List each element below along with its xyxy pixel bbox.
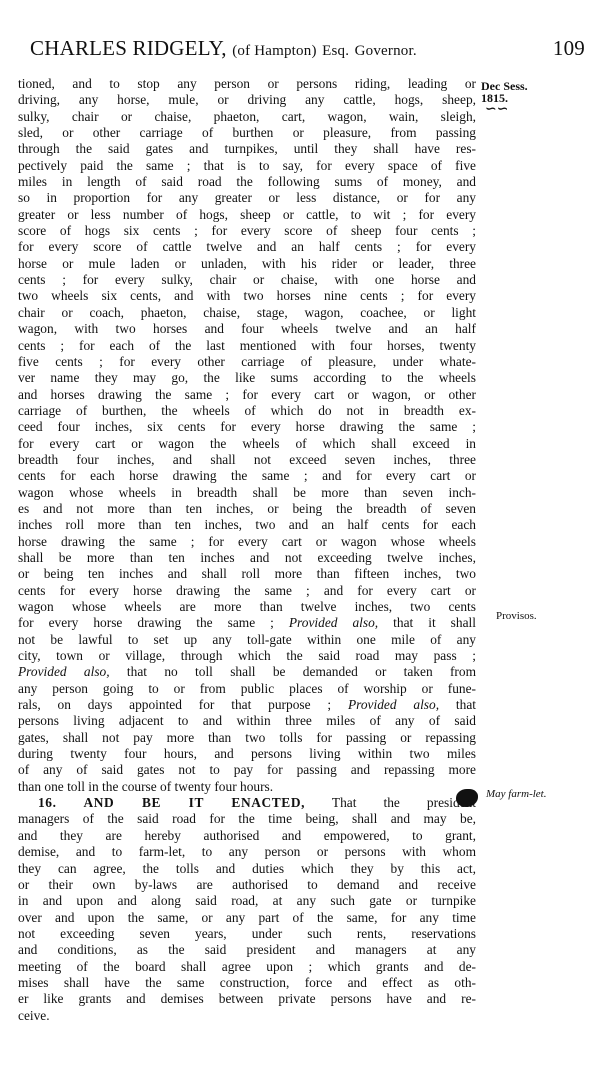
text-line: horse drawing the same ; for every cart or wagon whose wheels (18, 533, 476, 549)
text-line: score of hogs six cents ; for every score of sheep four cents ; (18, 223, 476, 239)
text-line: miles in length of said road the following sums of money, and (18, 174, 476, 190)
text-line: any person going to or from public places of worship or fune- (18, 680, 476, 696)
margin-year: 1815. (481, 91, 508, 105)
proviso-1-tail: that it shall (393, 615, 476, 631)
text-line: than one toll in the course of twenty four hours. (18, 778, 274, 794)
provided-also: Provided also, (18, 664, 110, 680)
text-line: er like grants and demises between private persons have and re- (18, 991, 476, 1007)
text-line: two wheels six cents, and with two horses nine cents ; for every (18, 288, 476, 304)
text-line: so in proportion for any greater or less distance, or for any (18, 190, 476, 206)
text-line: and they are hereby authorised and empowered, to grant, (18, 827, 476, 843)
text-line: persons living adjacent to and within three miles of any of said (18, 713, 476, 729)
text-line-proviso-3 (18, 697, 476, 713)
text-line: or being ten inches and shall roll more than fifteen inches, two (18, 566, 476, 582)
text-line: wagon, with two horses and four wheels twelve and an half (18, 321, 476, 337)
text-line: horse or mule laden or unladen, with his rider or leader, three (18, 255, 476, 271)
running-header (30, 36, 585, 61)
text-line: wagon whose wheels in breadth shall be more than seven inch- (18, 484, 476, 500)
text-line-proviso-1 (18, 615, 476, 631)
text-line: shall be more than ten inches and not exceeding twelve inches, (18, 549, 476, 565)
text-line: es and not more than ten inches, or being the breadth of seven (18, 500, 476, 516)
proviso-1-head: for every horse drawing the same ; (18, 615, 274, 631)
text-line-proviso-2 (18, 664, 476, 680)
section-16-heading-line (18, 795, 476, 811)
text-line: or their own by-laws are authorised to demand and receive (18, 876, 476, 892)
text-line: city, town or village, through which the said road may pass ; (18, 648, 476, 664)
proviso-3-head: rals, on days appointed for that purpose ; (18, 697, 332, 713)
text-line: ceive. (18, 1007, 50, 1023)
provided-also: Provided also, (347, 697, 440, 713)
text-line: chair or coach, phaeton, chaise, stage, wagon, coachee, or light (18, 304, 476, 320)
flourish-ornament: ∽∽ (485, 102, 509, 117)
text-line: five cents ; for every other carriage of pleasure, under whate- (18, 353, 476, 369)
margin-session: Dec Sess. (481, 79, 528, 93)
text-line: meeting of the board shall agree upon ; which grants and de- (18, 958, 476, 974)
text-line: of any of said gates not to pay for passing and repassing more (18, 762, 476, 778)
proviso-2-head: that no toll shall be demanded or taken from (126, 664, 476, 680)
margin-note-provisos: Provisos. (496, 610, 537, 622)
margin-note-farm-let: May farm-let. (486, 788, 547, 800)
text-line: breadth four inches, and shall not exceed seven inches, three (18, 451, 476, 467)
text-line: and conditions, as the said president and managers at any (18, 942, 476, 958)
text-line: sled, or other carriage of burthen or pleasure, from passing (18, 125, 476, 141)
text-line: during twenty four hours, and persons living within two miles (18, 746, 476, 762)
text-line: and horses drawing the same ; for every cart or wagon, or other (18, 386, 476, 402)
body-text (18, 76, 476, 1024)
text-line: tioned, and to stop any person or persons riding, leading or (18, 76, 476, 91)
text-line: driving, any horse, mule, or driving any cattle, hogs, sheep, (18, 92, 476, 108)
text-line: gates, shall not pay more than two tolls for passing or repassing (18, 729, 476, 745)
text-line: cents for every horse drawing the same ; and for every cart or (18, 582, 476, 598)
section-16-heading-tail: That the president (331, 795, 476, 811)
text-line: mises shall have the same construction, force and effect as oth- (18, 974, 476, 990)
text-line: cents for each horse drawing the same ; and for every cart or (18, 468, 476, 484)
text-line: ver name they may go, the like sums according to the wheels (18, 370, 476, 386)
header-title-of: (of Hampton) (232, 43, 317, 59)
text-line: cents ; for every sulky, chair or chaise, with one horse and (18, 272, 476, 288)
text-line: carriage of burthen, the wheels of which do not in breadth ex- (18, 402, 476, 418)
section-16-heading: 16. AND BE IT ENACTED, (38, 795, 306, 811)
text-line: cents ; for each of the last mentioned with four horses, twenty (18, 337, 476, 353)
text-line: through the said gates and turnpikes, until they shall have res- (18, 141, 476, 157)
text-line: not exceeding seven years, under such rents, reservations (18, 925, 476, 941)
header-title-governor: Governor. (354, 43, 417, 59)
text-line: they can agree, the tolls and duties which they by this act, (18, 860, 476, 876)
page-number: 109 (552, 36, 585, 60)
text-line: greater or less number of hogs, sheep or cattle, to wit ; for every (18, 206, 476, 222)
text-line: inches roll more than ten inches, two and an half cents for each (18, 517, 476, 533)
text-line: ceed four inches, six cents for every horse drawing the same ; (18, 419, 476, 435)
text-line: in and upon and along said road, at any such gate or turnpike (18, 893, 476, 909)
text-line: pectively paid the same ; that is to say, for every space of five (18, 157, 476, 173)
header-title-main: CHARLES RIDGELY, (30, 36, 227, 60)
text-line: over and upon the same, or any part of the same, for any time (18, 909, 476, 925)
text-line: wagon whose wheels are more than twelve inches, two cents (18, 599, 476, 614)
text-line: demise, and to farm-let, to any person or persons with whom (18, 844, 476, 860)
proviso-3-tail: that (455, 697, 476, 713)
header-title-esq: Esq. (322, 43, 350, 59)
provided-also: Provided also, (288, 615, 379, 631)
text-line: sulky, chair or chaise, phaeton, cart, wagon, wain, sleigh, (18, 108, 476, 124)
text-line: not be lawful to set up any toll-gate within one mile of any (18, 631, 476, 647)
text-line: for every cart or wagon the wheels of which shall exceed in (18, 435, 476, 451)
margin-note-session (481, 80, 528, 116)
text-line: managers of the said road for the time being, shall and may be, (18, 811, 476, 827)
text-line: for every score of cattle twelve and an half cents ; for every (18, 239, 476, 255)
